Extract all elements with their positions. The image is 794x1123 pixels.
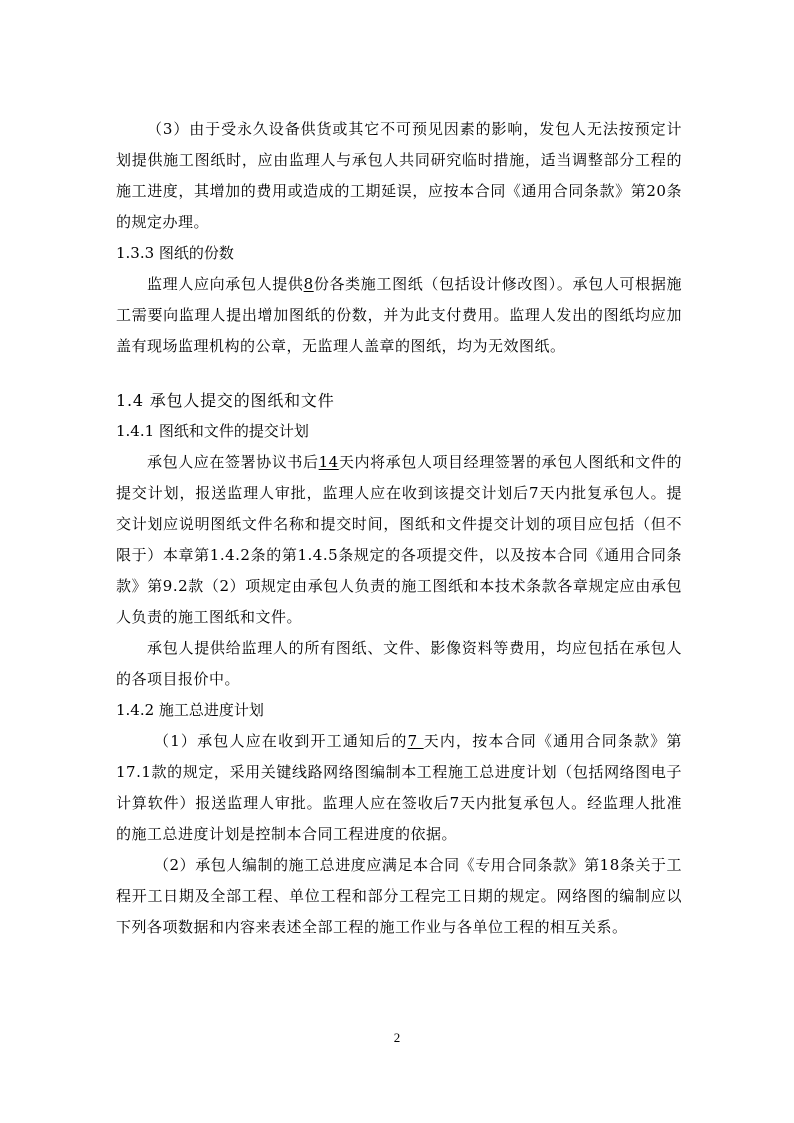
heading-1-4: 1.4 承包人提交的图纸和文件 [116,391,335,410]
heading-1-3-3: 1.3.3 图纸的份数 [116,244,234,262]
page-number: 2 [393,1030,401,1045]
text-segment: 天内，按本合同《通用合同条款》第17.1款的规定，采用关键线路网络图编制本工程施工总进度计划（包括网络图电子计算软件）报送监理人审批。监理人应在签收后7天内批复承包人。经监理人批准的施工总进度计划是控制本合同工程进度的依据。 [116,732,682,843]
days-count: 7 [407,732,424,750]
text-segment: 天内将承包人项目经理签署的承包人图纸和文件的提交计划，报送监理人审批，监理人应在收到该提交计划后7天内批复承包人。提交计划应说明图纸文件名称和提交时间，图纸和文件提交计划的项目应包括（但不限于）本章第1.4.2条的第1.4.5条规定的各项提交件，以及按本合同《通用合同条款》第9.2款（2）项规定由承包人负责的施工图纸和本技术条款各章规定应由承包人负责的施工图纸和文件。 [116,453,682,626]
heading-1-4-1: 1.4.1 图纸和文件的提交计划 [116,422,309,440]
text-segment: 监理人应向承包人提供 [147,275,304,293]
section-spacer [116,362,682,385]
days-count: 14 [318,453,339,471]
copies-count: 8 [303,275,314,293]
paragraph-submission-plan [116,447,682,633]
paragraph-schedule-2: （2）承包人编制的施工总进度应满足本合同《专用合同条款》第18条关于工程开工日期及全部工程、单位工程和部分工程完工日期的规定。网络图的编制应以下列各项数据和内容来表述全部工程的施工作业与各单位工程的相互关系。 [116,856,682,936]
heading-1-4-2: 1.4.2 施工总进度计划 [116,701,264,719]
paragraph-drawing-copies [116,269,682,362]
text-segment: 承包人应在签署协议书后 [147,453,319,471]
text-segment: （1）承包人应在收到开工通知后的 [154,732,408,750]
paragraph-costs: 承包人提供给监理人的所有图纸、文件、影像资料等费用，均应包括在承包人的各项目报价中。 [116,639,682,688]
paragraph-drawing-delay: （3）由于受永久设备供货或其它不可预见因素的影响，发包人无法按预定计划提供施工图纸时，应由监理人与承包人共同研究临时措施，适当调整部分工程的施工进度，其增加的费用或造成的工期延误，应按本合同《通用合同条款》第20条的规定办理。 [116,120,682,231]
document-body [116,114,682,943]
paragraph-schedule-1 [116,726,682,850]
text-segment: 份各类施工图纸（包括设计修改图）。承包人可根据施工需要向监理人提出增加图纸的份数，并为此支付费用。监理人发出的图纸均应加盖有现场监理机构的公章，无监理人盖章的图纸，均为无效图纸。 [116,275,682,355]
